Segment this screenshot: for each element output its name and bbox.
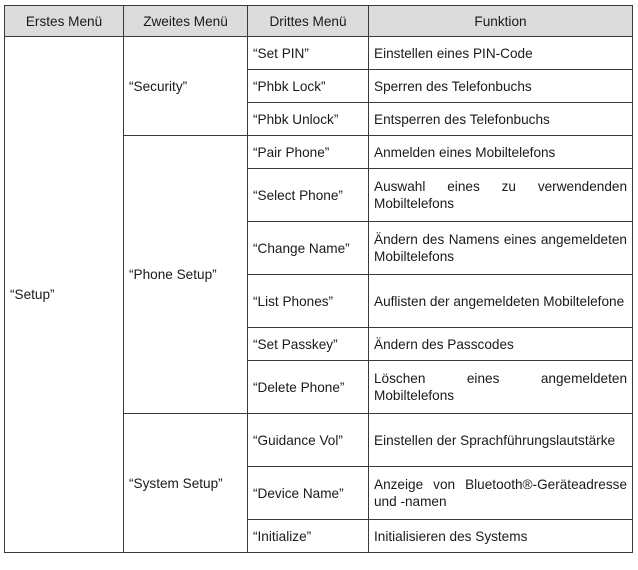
third-menu-cell: “Phbk Lock” xyxy=(248,70,369,103)
table-row xyxy=(5,37,633,70)
third-menu-cell: “Initialize” xyxy=(248,520,369,553)
function-cell: Entsperren des Telefonbuchs xyxy=(369,103,633,136)
third-menu-cell: “Set Passkey” xyxy=(248,328,369,361)
header-second-menu: Zweites Menü xyxy=(124,6,248,37)
third-menu-cell: “Guidance Vol” xyxy=(248,414,369,467)
header-first-menu: Erstes Menü xyxy=(5,6,124,37)
header-function: Funktion xyxy=(369,6,633,37)
function-cell: Auswahl eines zu verwendenden Mobiltelefons xyxy=(369,169,633,222)
third-menu-cell: “Change Name” xyxy=(248,222,369,275)
third-menu-cell: “Set PIN” xyxy=(248,37,369,70)
setup-menu-table xyxy=(4,5,633,553)
function-cell: Anzeige von Bluetooth®-Geräteadresse und -namen xyxy=(369,467,633,520)
second-menu-cell: “System Setup” xyxy=(124,414,248,553)
header-row xyxy=(5,6,633,37)
function-cell: Ändern des Namens eines angemeldeten Mobiltelefons xyxy=(369,222,633,275)
third-menu-cell: “Pair Phone” xyxy=(248,136,369,169)
first-menu-cell: “Setup” xyxy=(5,37,124,553)
third-menu-cell: “Delete Phone” xyxy=(248,361,369,414)
function-cell: Sperren des Telefonbuchs xyxy=(369,70,633,103)
function-cell: Einstellen eines PIN-Code xyxy=(369,37,633,70)
function-cell: Löschen eines angemeldeten Mobiltelefons xyxy=(369,361,633,414)
function-cell: Ändern des Passcodes xyxy=(369,328,633,361)
third-menu-cell: “Phbk Unlock” xyxy=(248,103,369,136)
function-cell: Einstellen der Sprachführungslautstärke xyxy=(369,414,633,467)
function-cell: Initialisieren des Systems xyxy=(369,520,633,553)
function-cell: Auflisten der angemeldeten Mobiltelefone xyxy=(369,275,633,328)
third-menu-cell: “List Phones” xyxy=(248,275,369,328)
third-menu-cell: “Select Phone” xyxy=(248,169,369,222)
third-menu-cell: “Device Name” xyxy=(248,467,369,520)
function-cell: Anmelden eines Mobiltelefons xyxy=(369,136,633,169)
second-menu-cell: “Phone Setup” xyxy=(124,136,248,414)
header-third-menu: Drittes Menü xyxy=(248,6,369,37)
second-menu-cell: “Security” xyxy=(124,37,248,136)
